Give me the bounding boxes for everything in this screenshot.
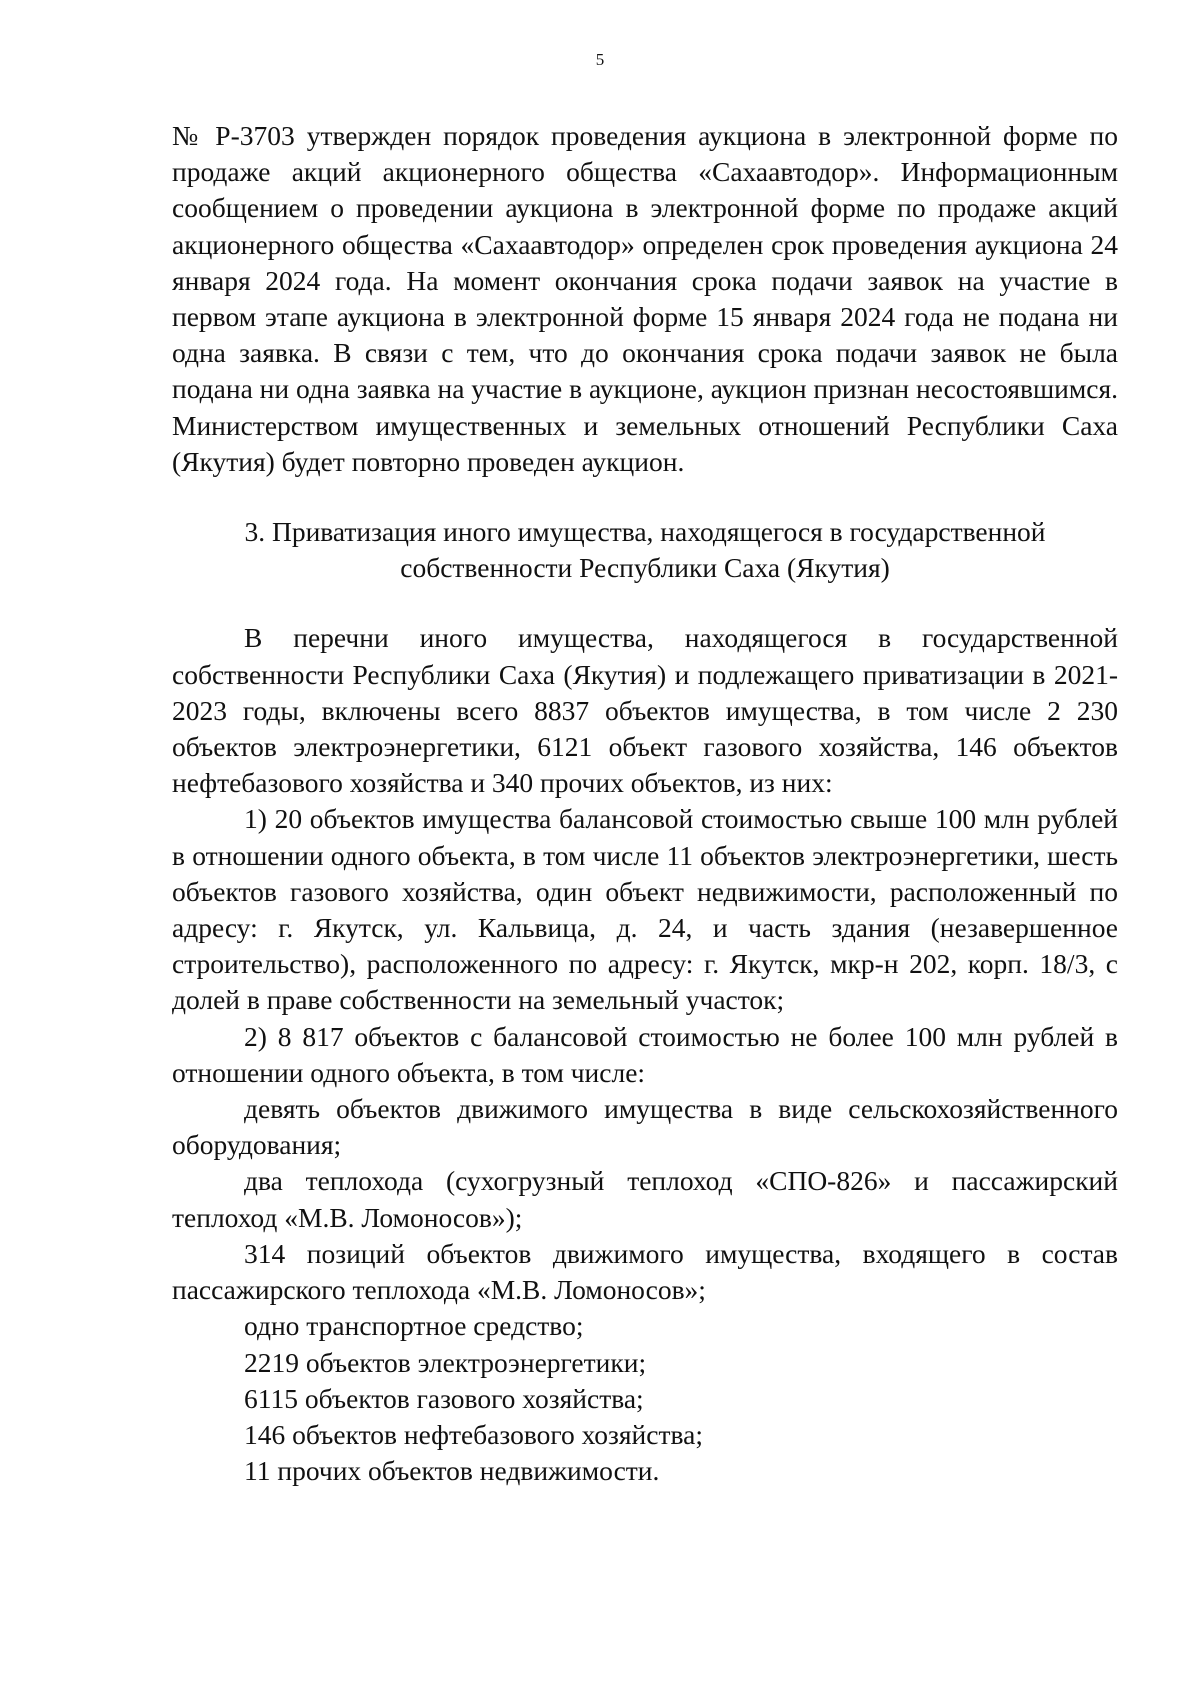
page-number: 5 [595,50,605,69]
sub-item: 11 прочих объектов недвижимости. [244,1455,660,1487]
sub-item: 6115 объектов газового хозяйства; [244,1382,644,1414]
section-heading [172,514,1118,586]
section-heading-line-2: собственности Республики Саха (Якутия) [400,552,890,584]
document-body [172,118,1118,1489]
section-heading-line-1: 3. Приватизация иного имущества, находящегося в государственной [244,516,1046,548]
paragraph-privatization-list: В перечни иного имущества, находящегося в государственной собственности Республики Саха (Якутия) и подлежащего приватизации в 2021-2023 годы, включены всего 8837 объектов имущества, в том числе 2 230 объектов электроэнергетики, 6121 объект газового хозяйства, 146 объектов нефтебазового хозяйства и 340 прочих объектов, из них: [172,622,1118,799]
sub-item: 314 позиций объектов движимого имущества, входящего в состав пассажирского теплохода «М.В. Ломоносов»; [172,1237,1118,1306]
sub-item: 2219 объектов электроэнергетики; [244,1346,647,1378]
sub-item: девять объектов движимого имущества в виде сельскохозяйственного оборудования; [172,1093,1118,1161]
sub-item: два теплохода (сухогрузный теплоход «СПО-826» и пассажирский теплоход «М.В. Ломоносов»); [172,1165,1118,1233]
paragraph-auction: № Р-3703 утвержден порядок проведения аукциона в электронной форме по продаже акций акционерного общества «Сахаавтодор». Информационным сообщением о проведении аукциона в электронной форме по продаже акций акционерного общества «Сахаавтодор» определен срок проведения аукциона 24 января 2024 года. На момент окончания срока подачи заявок на участие в первом этапе аукциона в электронной форме 15 января 2024 года не подана ни одна заявка. В связи с тем, что до окончания срока подачи заявок не была подана ни одна заявка на участие в аукционе, аукцион признан несостоявшимся. Министерством имущественных и земельных отношений Республики Саха (Якутия) будет повторно проведен аукцион. [172,120,1118,477]
list-item-1: 1) 20 объектов имущества балансовой стоимостью свыше 100 млн рублей в отношении одного объекта, в том числе 11 объектов электроэнергетики, шесть объектов газового хозяйства, один объект недвижимости, расположенный по адресу: г. Якутск, ул. Кальвица, д. 24, и часть здания (незавершенное строительство), расположенного по адресу: г. Якутск, мкр-н 202, корп. 18/3, с долей в праве собственности на земельный участок; [172,803,1118,1016]
sub-item: 146 объектов нефтебазового хозяйства; [244,1418,703,1450]
list-item-2: 2) 8 817 объектов с балансовой стоимостью не более 100 млн рублей в отношении одного объекта, в том числе: [172,1020,1118,1088]
sub-item: одно транспортное средство; [244,1310,584,1342]
